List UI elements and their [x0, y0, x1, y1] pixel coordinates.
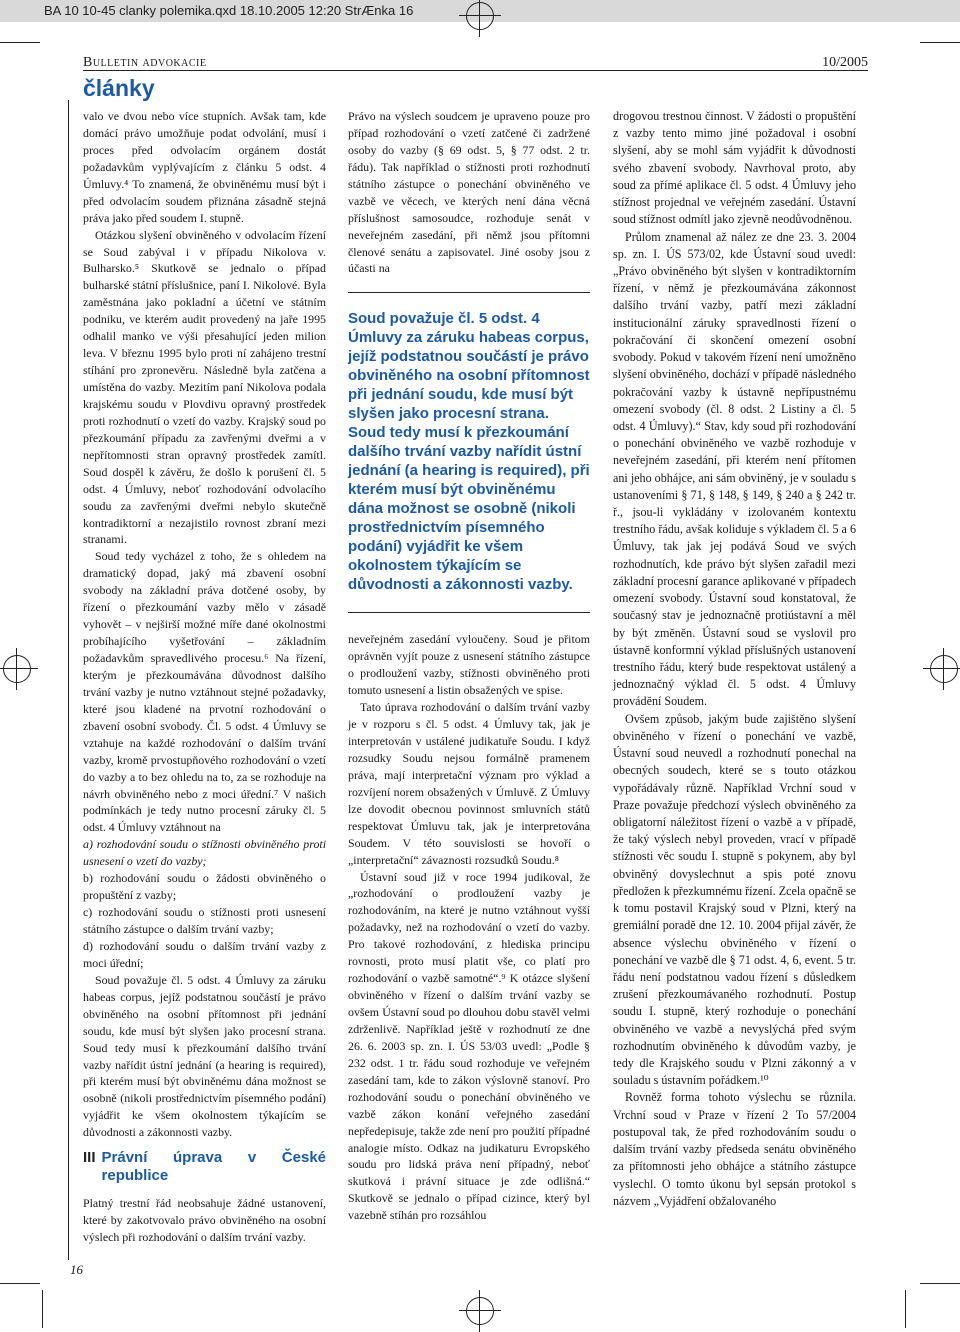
crop-mark [0, 42, 40, 43]
crop-mark [905, 1290, 906, 1328]
paragraph: valo ve dvou nebo více stupních. Avšak tam, kde domácí právo umožňuje podat odvolání, musí i proces před odvolacím orgánem dostát požadavkům vyplývajícím z článku 5 odst. 4 Úmluvy.⁴ To znamená, že obviněnému musí být i před odvolacím soudem přiznána zásadně stejná práva jako před soudem I. stupně. [83, 109, 326, 225]
page-number: 16 [70, 1262, 83, 1277]
subheading [83, 1149, 326, 1185]
paragraph: Soud považuje čl. 5 odst. 4 Úmluvy za záruku habeas corpus, jejíž podstatnou součástí je právo obviněného na osobní přítomnost při jednání soudu, kde musí být slyšen jako procesní strana. Soud tedy musí k přezkoumání dalšího trvání vazby nařídit ústní jednání (a hearing is required), při kterém musí být obviněnému dána možnost se osobně (nikoli prostřednictvím písemného podání) vyjádřit ke všem okolnostem týkajícím se důvodnosti a zákonnosti vazby. [83, 972, 326, 1140]
column-1 [83, 108, 326, 1246]
paragraph: Ústavní soud již v roce 1994 judikoval, že „rozhodování o prodloužení vazby je rozhodováním, na které je nutno vztáhnout vyšší požadavky, než na rozhodování o vzetí do vazby. Pro takové rozhodování, z hlediska principu rovnosti, proto musí platit vše, co platí pro rozhodování o vazbě samotné“.⁹ K otázce slyšení obviněného v řízení o dalším trvání vazby se ovšem Ústavní soud po dlouhou dobu stavěl velmi zdrženlivě. Například ještě v rozhodnutí ze dne 26. 6. 2003 sp. zn. I. ÚS 53/03 uvedl: „Podle § 232 odst. 1 tr. řádu soud rozhoduje ve veřejném zasedání tam, kde to zákon výslovně stanoví. Pro rozhodování soudu o ponechání obviněného ve vazbě zákon konání veřejného zasedání nepředepisuje, takže zde není pro použití případné analogie místo. Odkaz na judikaturu Evropského soudu pro lidská práva není případný, neboť skutková i právní situace je zde odlišná.“ Skutkově se jednalo o případ cizince, který byl vazebně stíhán pro rozsáhlou [348, 869, 590, 1223]
registration-mark-right [930, 655, 958, 683]
paragraph: Tato úprava rozhodování o dalším trvání vazby je v rozporu s čl. 5 odst. 4 Úmluvy tak, jak je interpretován v ustálené judikatuře Soudu. I když rozsudky Soudu nejsou formálně pramenem práva, mají interpretační význam pro výklad a rozvíjení norem obsažených v Úmluvě. Z Úmluvy lze dovodit obecnou povinnost smluvních států respektovat Úmluvu tak, jak je interpretována Soudem. V této souvislosti se hovoří o „interpretační“ závaznosti rozsudků Soudu.⁸ [348, 700, 590, 867]
list-item-a: a) rozhodování soudu o stížnosti obviněného proti usnesení o vzetí do vazby; [83, 837, 326, 869]
paragraph: Ovšem způsob, jakým bude zajištěno slyšení obviněného v řízení o ponechání ve vazbě, Ústavní soud neuvedl a rozhodnutí ponechal na obecných soudech, které se s touto otázkou vypořádávaly různě. Například Vrchní soud v Praze považuje předchozí výslech obviněného za obligatorní náležitost řízení o vazbě a v případě, že taký výslech nebyl proveden, vrací v případě stížnosti věc soudu I. stupně s pokynem, aby byl obviněný dovyslechnut a spis poté znovu předložen k přezkumnému řízení. Zcela opačně se k tomu postavil Krajský soud v Plzni, který na gremiální poradě dne 12. 10. 2004 přijal závěr, že absence výslechu obviněného v řízení o ponechání ve vazbě dle § 71 odst. 4, 6, event. 5 tr. řádu není podstatnou vadou řízení s důsledkem zrušení přezkoumávaného rozhodnutí. Postup soudu I. stupně, který rozhoduje o ponechání obviněného ve vazbě a nevyslýchá před svým rozhodnutím obviněného k důvodům vazby, je tedy dle Krajského soudu v Plzni zákonný a v souladu s ústavním pořádkem.¹⁰ [613, 711, 856, 1088]
paragraph: Platný trestní řád neobsahuje žádné ustanovení, které by zakotvovalo právo obviněného na osobní výslech při rozhodování o dalším trvání vazby. [83, 1196, 326, 1245]
file-slug: BA 10 10-45 clanky polemika.qxd 18.10.2005 12:20 StrÆnka 16 [0, 0, 960, 22]
column-2 [348, 108, 590, 1224]
subheading-text: Právní úprava v České republice [101, 1149, 326, 1185]
registration-mark-left [3, 655, 31, 683]
margin-rule [68, 100, 69, 1260]
paragraph: Právo na výslech soudcem je upraveno pouze pro případ rozhodování o vzetí zatčené či zadržené osoby do vazby (§ 69 odst. 5, § 77 odst. 2 tr. řádu). Tak například o stížnosti proti rozhodnutí státního zástupce o ponechání obviněného ve vazbě ve věcech, ve kterých není dána věcná příslušnost samosoudce, rozhoduje senát v neveřejném zasedání, při němž jsou přítomni členové senátu a zapisovatel. Jiné osoby jsou z účasti na [348, 109, 590, 276]
list-item-c: c) rozhodování soudu o stížnosti proti usnesení státního zástupce o dalším trvání vazby; [83, 905, 326, 936]
crop-mark [42, 1290, 43, 1328]
header-rule [83, 70, 868, 71]
paragraph: Rovněž forma tohoto výslechu se různila. Vrchní soud v Praze v řízení 2 To 57/2004 postupoval tak, že před rozhodováním soudu o dalším trvání vazby předseda senátu obviněného za přítomnosti jeho obhájce a státního zástupce vyslechl. O tomto úkonu byl sepsán protokol s názvem „Vyjádření obžalovaného [613, 1090, 856, 1208]
crop-mark [0, 1283, 40, 1284]
paragraph: neveřejném zasedání vyloučeny. Soud je přitom oprávněn vyjít pouze z usnesení státního zástupce o prodloužení vazby, stížnosti obviněného proti tomuto usnesení a listin obsažených ve spise. [348, 632, 590, 698]
registration-mark-top [466, 2, 494, 30]
registration-mark-bottom [466, 1297, 494, 1325]
column-3 [613, 108, 856, 1210]
paragraph: Průlom znamenal až nález ze dne 23. 3. 2004 sp. zn. I. ÚS 573/02, kde Ústavní soud uvedl: „Právo obviněného být slyšen v kontradiktorním řízení, v němž je přezkoumávána zákonnost dalšího trvání vazby, patří mezi základní institucionální záruky spravedlnosti řízení o pokračování či skončení omezení osobní svobody. Pokud v takovém řízení není umožněno slyšení obviněného, dochází v případě následného pokračování vazby k ústavně nepřípustnému omezení svobody (čl. 8 odst. 2 Listiny a čl. 5 odst. 4 Úmluvy).“ Stav, kdy soud při rozhodování o ponechání obviněného ve vazbě rozhoduje v neveřejném zasedání, při kterém není přítomen ani jeho obhájce, ani sám obviněný, je v souladu s ustanoveními § 71, § 148, § 149, § 240 a § 242 tr. ř., jsou-li vykládány v izolovaném kontextu trestního řádu, avšak koliduje s výkladem čl. 5 a 6 Úmluvy, tak jak jej podává Soud ve svých rozhodnutích, kde právo být slyšen zařadil mezi základní procesní garance aplikované v případech omezení svobody. Ústavní soud konstatoval, že současný stav je jednoznačně protiústavní a měl by být změněn. Ústavní soud se vyslovil pro ústavně konformní výklad příslušných ustanovení trestního řádu, který bude respektovat ustálený a jednoznačný výklad čl. 5 odst. 4 Úmluvy provádění Soudem. [613, 229, 856, 709]
paragraph: Soud tedy vycházel z toho, že s ohledem na dramatický dopad, jaký má zbavení osobní svobody na základní práva dotčené osoby, by řízení o přezkoumání vazby mělo v zásadě vyhovět – v nejširší možné míře dané okolnostmi probíhajícího vyšetřování – základním požadavkům spravedlivého procesu.⁶ Na řízení, kterým je přezkoumávána důvodnost dalšího trvání vazby je nutno vztáhnout stejné požadavky, které jsou kladené na prvotní rozhodování o zbavení osobní svobody. Čl. 5 odst. 4 Úmluvy se vztahuje na každé rozhodování o dalším trvání vazby, kromě prvostupňového rozhodování o vzetí do vazby a to bez ohledu na to, za se rozhoduje na návrh obviněného nebo z moci úřední.⁷ V našich podmínkách je tedy nutno procesní záruky čl. 5 odst. 4 Úmluvy vztáhnout na [83, 549, 326, 835]
pull-quote: Soud považuje čl. 5 odst. 4 Úmluvy za záruku habeas corpus, jejíž podstatnou součástí je právo obviněného na osobní přítomnost při jednání soudu, kde musí být slyšen jako procesní strana. Soud tedy musí k přezkoumání dalšího trvání vazby nařídit ústní jednání (a hearing is required), při kterém musí být obviněnému dána možnost se osobně (nikoli prostřednictvím písemného podání) vyjádřit ke všem okolnostem týkajícím se důvodnosti a zákonnosti vazby. [348, 292, 590, 613]
section-title: články [83, 75, 155, 101]
list-item-b: b) rozhodování soudu o žádosti obviněného o propuštění z vazby; [83, 871, 326, 903]
list-item-d: d) rozhodování soudu o dalším trvání vazby z moci úřední; [83, 938, 326, 970]
publication-title: Bulletin advokacie [83, 55, 207, 70]
crop-mark [920, 42, 960, 43]
paragraph: drogovou trestnou činnost. V žádosti o propuštění z vazby tento mimo jiné požadoval i osobní slyšení, aby se mohl sám vyjádřit k důvodnosti svého zbavení svobody. Navrhoval proto, aby soud za přímé aplikace čl. 5 odst. 4 Úmluvy jeho stížnost projednal ve veřejném zasedání. Ústavní soud stížnost odmítl jako zjevně neodůvodněnou. [613, 109, 856, 227]
subheading-number: III [83, 1149, 96, 1167]
issue-number: 10/2005 [822, 55, 868, 70]
paragraph: Otázkou slyšení obviněného v odvolacím řízení se Soud zabýval i v případu Nikolova v. Bulharsko.⁵ Skutkově se jednalo o případ bulharské státní příslušnice, paní I. Nikolové. Byla zaměstnána jako pokladní a účetní ve státním podniku, ve kterém audit provedený na jaře 1995 odhalil manko ve výši přesahující jeden milion leva. V březnu 1995 bylo proti ní zahájeno trestní stíhání pro zpronevěru. Následně byla zatčena a umístěna do vazby. Mezitím paní Nikolova podala krajskému soudu v Plovdivu opravný prostředek proti rozhodnutí o vzetí do vazby. Krajský soud po přezkoumání případu za zavřenými dveřmi a v nepřítomnosti stran opravný prostředek zamítl. Soud dospěl k závěru, že došlo k porušení čl. 5 odst. 4 Úmluvy, neboť rozhodování odvolacího soudu za zavřenými dveřmi nebylo skutečně kontradiktorní a nezajistilo rovnost zbraní mezi stranami. [83, 227, 326, 547]
crop-mark [920, 1283, 960, 1284]
